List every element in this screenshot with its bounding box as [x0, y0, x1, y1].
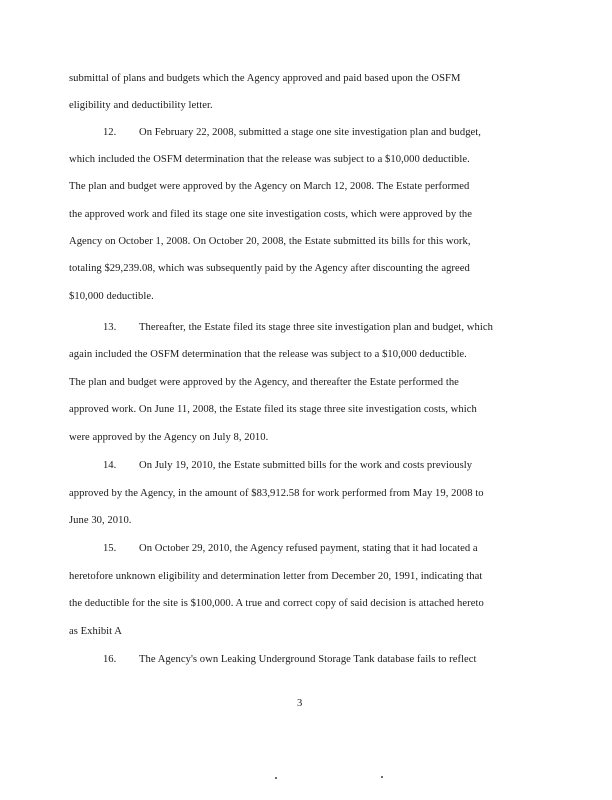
text-line: The plan and budget were approved by the Agency on March 12, 2008. The Estate performed: [69, 181, 470, 192]
paragraph-number: 15.: [103, 543, 117, 554]
text-line: the deductible for the site is $100,000. A true and correct copy of said decision is attached hereto: [69, 598, 484, 609]
text-line: approved work. On June 11, 2008, the Estate filed its stage three site investigation costs, which: [69, 404, 477, 415]
paragraph-number: 13.: [103, 322, 117, 333]
text-line: the approved work and filed its stage one site investigation costs, which were approved by the: [69, 209, 473, 220]
text-line: submittal of plans and budgets which the Agency approved and paid based upon the OSFM: [69, 73, 461, 84]
text-line: heretofore unknown eligibility and determination letter from December 20, 1991, indicating that: [69, 571, 483, 582]
text-line: On October 29, 2010, the Agency refused payment, stating that it had located a: [139, 543, 478, 554]
paragraph-number: 12.: [103, 127, 117, 138]
text-line: approved by the Agency, in the amount of $83,912.58 for work performed from May 19, 2008 to: [69, 488, 484, 499]
text-line: eligibility and deductibility letter.: [69, 100, 213, 111]
text-line: again included the OSFM determination that the release was subject to a $10,000 deductible.: [69, 349, 467, 360]
text-line: On July 19, 2010, the Estate submitted bills for the work and costs previously: [139, 460, 473, 471]
scan-speck: [381, 776, 383, 778]
text-line: as Exhibit A: [69, 626, 122, 637]
text-line: On February 22, 2008, submitted a stage one site investigation plan and budget,: [139, 127, 482, 138]
text-line: June 30, 2010.: [69, 515, 132, 526]
text-line: were approved by the Agency on July 8, 2010.: [69, 432, 269, 443]
scan-speck: [275, 777, 277, 779]
text-line: $10,000 deductible.: [69, 291, 154, 302]
text-line: which included the OSFM determination that the release was subject to a $10,000 deductible.: [69, 154, 470, 165]
text-line: The plan and budget were approved by the Agency, and thereafter the Estate performed the: [69, 377, 459, 388]
text-line: Thereafter, the Estate filed its stage three site investigation plan and budget, which: [139, 322, 493, 333]
page-number: 3: [297, 698, 303, 709]
text-line: Agency on October 1, 2008. On October 20, 2008, the Estate submitted its bills for this work,: [69, 236, 471, 247]
text-line: totaling $29,239.08, which was subsequently paid by the Agency after discounting the agreed: [69, 263, 470, 274]
text-line: The Agency's own Leaking Underground Storage Tank database fails to reflect: [139, 654, 477, 665]
paragraph-number: 16.: [103, 654, 117, 665]
paragraph-number: 14.: [103, 460, 117, 471]
